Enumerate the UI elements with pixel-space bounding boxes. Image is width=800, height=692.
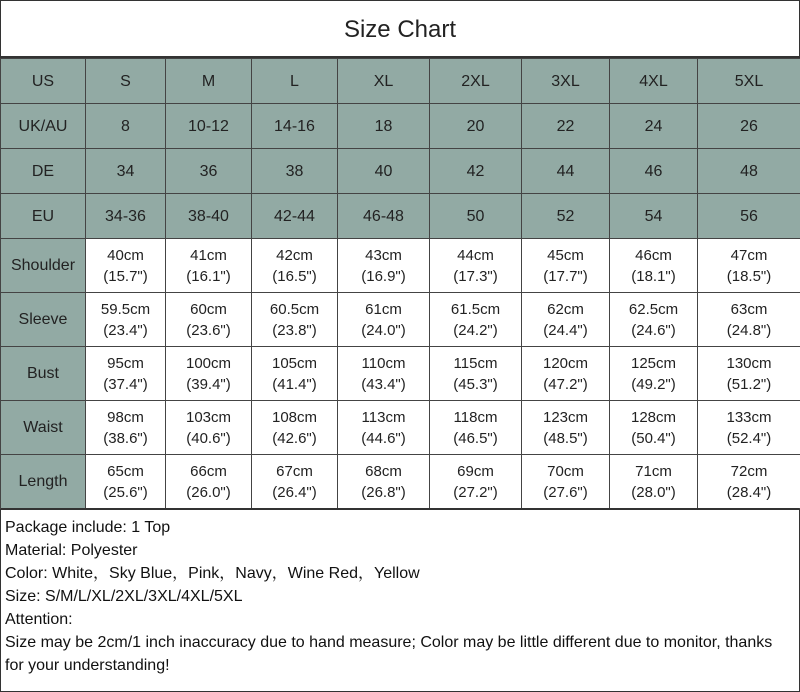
cm-value: 70cm xyxy=(547,462,584,480)
measurement-cell xyxy=(252,293,338,347)
cm-value: 98cm xyxy=(107,408,144,426)
cm-value: 59.5cm xyxy=(100,300,151,318)
size-cell: XL xyxy=(338,59,430,104)
measurement-cell xyxy=(252,347,338,401)
inch-value: (40.6") xyxy=(186,429,231,447)
size-cell: 56 xyxy=(698,194,800,239)
product-notes xyxy=(1,508,799,677)
inch-value: (44.6") xyxy=(361,429,406,447)
measurement-cell xyxy=(698,347,800,401)
inch-value: (17.7") xyxy=(543,267,588,285)
measurement-cell xyxy=(610,401,698,455)
row-label: Shoulder xyxy=(1,239,86,293)
size-cell: 3XL xyxy=(522,59,610,104)
cm-value: 72cm xyxy=(730,462,768,480)
size-cell: 26 xyxy=(698,104,800,149)
cm-value: 100cm xyxy=(185,354,232,372)
inch-value: (46.5") xyxy=(453,429,498,447)
measurement-cell xyxy=(86,293,166,347)
cm-value: 125cm xyxy=(630,354,677,372)
size-cell: M xyxy=(166,59,252,104)
chart-title: Size Chart xyxy=(1,1,799,58)
measurement-cell xyxy=(522,401,610,455)
size-cell: 36 xyxy=(166,149,252,194)
cm-value: 43cm xyxy=(365,246,402,264)
cm-value: 105cm xyxy=(271,354,318,372)
measurement-cell xyxy=(522,347,610,401)
size-cell: 10-12 xyxy=(166,104,252,149)
cm-value: 118cm xyxy=(453,408,498,426)
measurement-row xyxy=(1,455,800,509)
measurement-cell xyxy=(252,401,338,455)
inch-value: (48.5") xyxy=(543,429,588,447)
size-row xyxy=(1,104,800,149)
cm-value: 108cm xyxy=(271,408,318,426)
measurement-cell xyxy=(252,239,338,293)
cm-value: 113cm xyxy=(361,408,406,426)
size-row xyxy=(1,149,800,194)
cm-value: 42cm xyxy=(276,246,313,264)
inch-value: (18.1") xyxy=(631,267,676,285)
row-label: Waist xyxy=(1,401,86,455)
cm-value: 47cm xyxy=(730,246,768,264)
cm-value: 63cm xyxy=(730,300,768,318)
measurement-row xyxy=(1,239,800,293)
inch-value: (15.7") xyxy=(103,267,148,285)
size-row xyxy=(1,59,800,104)
measurement-cell xyxy=(86,347,166,401)
cm-value: 133cm xyxy=(726,408,772,426)
inch-value: (25.6") xyxy=(103,483,148,501)
size-cell: 42 xyxy=(430,149,522,194)
size-cell: 48 xyxy=(698,149,800,194)
size-cell: 4XL xyxy=(610,59,698,104)
cm-value: 103cm xyxy=(185,408,232,426)
measurement-cell xyxy=(166,239,252,293)
attention-note: Attention: xyxy=(5,611,73,628)
inch-value: (27.2") xyxy=(453,483,498,501)
measurement-cell xyxy=(522,293,610,347)
row-label: DE xyxy=(1,149,86,194)
row-label: Bust xyxy=(1,347,86,401)
row-label: Sleeve xyxy=(1,293,86,347)
size-cell: 54 xyxy=(610,194,698,239)
inch-value: (27.6") xyxy=(543,483,588,501)
cm-value: 123cm xyxy=(542,408,589,426)
size-cell: 34 xyxy=(86,149,166,194)
cm-value: 69cm xyxy=(457,462,494,480)
size-cell: 22 xyxy=(522,104,610,149)
disclaimer-note: Size may be 2cm/1 inch inaccuracy due to hand measure; Color may be little different due to monitor, thanks for your understanding! xyxy=(5,634,773,674)
measurement-cell xyxy=(166,455,252,509)
measurement-cell xyxy=(86,455,166,509)
inch-value: (52.4") xyxy=(726,429,772,447)
size-cell: 50 xyxy=(430,194,522,239)
measurement-cell xyxy=(338,293,430,347)
row-label: US xyxy=(1,59,86,104)
measurement-cell xyxy=(338,401,430,455)
measurement-cell xyxy=(698,455,800,509)
cm-value: 41cm xyxy=(190,246,227,264)
inch-value: (28.0") xyxy=(631,483,676,501)
inch-value: (24.6") xyxy=(631,321,676,339)
measurement-cell xyxy=(86,239,166,293)
size-cell: 8 xyxy=(86,104,166,149)
measurement-cell xyxy=(698,401,800,455)
inch-value: (23.6") xyxy=(186,321,231,339)
inch-value: (42.6") xyxy=(272,429,317,447)
inch-value: (16.5") xyxy=(272,267,317,285)
size-note: Size: S/M/L/XL/2XL/3XL/4XL/5XL xyxy=(5,588,243,605)
material-note: Material: Polyester xyxy=(5,542,138,559)
measurement-cell xyxy=(430,401,522,455)
size-cell: 5XL xyxy=(698,59,800,104)
inch-value: (24.0") xyxy=(361,321,406,339)
measurement-cell xyxy=(166,401,252,455)
size-cell: 40 xyxy=(338,149,430,194)
measurement-cell xyxy=(430,347,522,401)
cm-value: 46cm xyxy=(635,246,672,264)
inch-value: (49.2") xyxy=(631,375,676,393)
cm-value: 60cm xyxy=(190,300,227,318)
measurement-cell xyxy=(86,401,166,455)
inch-value: (39.4") xyxy=(186,375,231,393)
measurement-cell xyxy=(338,347,430,401)
cm-value: 45cm xyxy=(547,246,584,264)
row-label: EU xyxy=(1,194,86,239)
measurement-row xyxy=(1,293,800,347)
inch-value: (50.4") xyxy=(631,429,676,447)
measurement-cell xyxy=(698,239,800,293)
inch-value: (26.4") xyxy=(272,483,317,501)
measurement-cell xyxy=(166,347,252,401)
cm-value: 130cm xyxy=(726,354,772,372)
size-cell: S xyxy=(86,59,166,104)
measurement-cell xyxy=(338,455,430,509)
measurement-cell xyxy=(166,293,252,347)
inch-value: (23.4") xyxy=(103,321,148,339)
size-cell: 38 xyxy=(252,149,338,194)
cm-value: 110cm xyxy=(361,354,406,372)
measurement-cell xyxy=(610,455,698,509)
cm-value: 66cm xyxy=(190,462,227,480)
measurement-cell xyxy=(430,239,522,293)
inch-value: (23.8") xyxy=(272,321,317,339)
measurement-cell xyxy=(338,239,430,293)
cm-value: 68cm xyxy=(365,462,402,480)
cm-value: 60.5cm xyxy=(269,300,320,318)
inch-value: (28.4") xyxy=(726,483,772,501)
measurement-row xyxy=(1,347,800,401)
measurement-cell xyxy=(610,347,698,401)
measurement-cell xyxy=(698,293,800,347)
measurement-rows xyxy=(1,239,800,509)
cm-value: 44cm xyxy=(457,246,494,264)
row-label: Length xyxy=(1,455,86,509)
inch-value: (16.1") xyxy=(186,267,231,285)
measurement-cell xyxy=(610,239,698,293)
size-cell: 42-44 xyxy=(252,194,338,239)
size-cell: 20 xyxy=(430,104,522,149)
size-rows xyxy=(1,59,800,239)
inch-value: (37.4") xyxy=(103,375,148,393)
inch-value: (24.4") xyxy=(543,321,588,339)
inch-value: (26.8") xyxy=(361,483,406,501)
size-cell: 14-16 xyxy=(252,104,338,149)
cm-value: 61.5cm xyxy=(450,300,501,318)
inch-value: (17.3") xyxy=(453,267,498,285)
size-cell: 46-48 xyxy=(338,194,430,239)
size-cell: 24 xyxy=(610,104,698,149)
cm-value: 62.5cm xyxy=(628,300,679,318)
size-chart-table xyxy=(0,58,800,509)
cm-value: 40cm xyxy=(107,246,144,264)
size-cell: L xyxy=(252,59,338,104)
color-note: Color: White，Sky Blue，Pink，Navy，Wine Red，Yellow xyxy=(5,565,420,582)
measurement-cell xyxy=(430,455,522,509)
measurement-cell xyxy=(252,455,338,509)
inch-value: (16.9") xyxy=(361,267,406,285)
cm-value: 61cm xyxy=(365,300,402,318)
inch-value: (26.0") xyxy=(186,483,231,501)
measurement-cell xyxy=(610,293,698,347)
inch-value: (18.5") xyxy=(726,267,772,285)
size-cell: 46 xyxy=(610,149,698,194)
cm-value: 128cm xyxy=(630,408,677,426)
measurement-row xyxy=(1,401,800,455)
cm-value: 95cm xyxy=(107,354,144,372)
cm-value: 71cm xyxy=(635,462,672,480)
inch-value: (24.2") xyxy=(453,321,498,339)
measurement-cell xyxy=(522,455,610,509)
size-cell: 44 xyxy=(522,149,610,194)
size-cell: 38-40 xyxy=(166,194,252,239)
inch-value: (43.4") xyxy=(361,375,406,393)
cm-value: 62cm xyxy=(547,300,584,318)
cm-value: 120cm xyxy=(542,354,589,372)
inch-value: (38.6") xyxy=(103,429,148,447)
size-cell: 2XL xyxy=(430,59,522,104)
measurement-cell xyxy=(522,239,610,293)
size-cell: 52 xyxy=(522,194,610,239)
size-row xyxy=(1,194,800,239)
cm-value: 65cm xyxy=(107,462,144,480)
inch-value: (47.2") xyxy=(543,375,588,393)
inch-value: (51.2") xyxy=(726,375,772,393)
size-cell: 34-36 xyxy=(86,194,166,239)
size-cell: 18 xyxy=(338,104,430,149)
row-label: UK/AU xyxy=(1,104,86,149)
inch-value: (45.3") xyxy=(453,375,498,393)
cm-value: 67cm xyxy=(276,462,313,480)
inch-value: (24.8") xyxy=(726,321,772,339)
package-note: Package include: 1 Top xyxy=(5,519,171,536)
inch-value: (41.4") xyxy=(272,375,317,393)
cm-value: 115cm xyxy=(453,354,498,372)
measurement-cell xyxy=(430,293,522,347)
